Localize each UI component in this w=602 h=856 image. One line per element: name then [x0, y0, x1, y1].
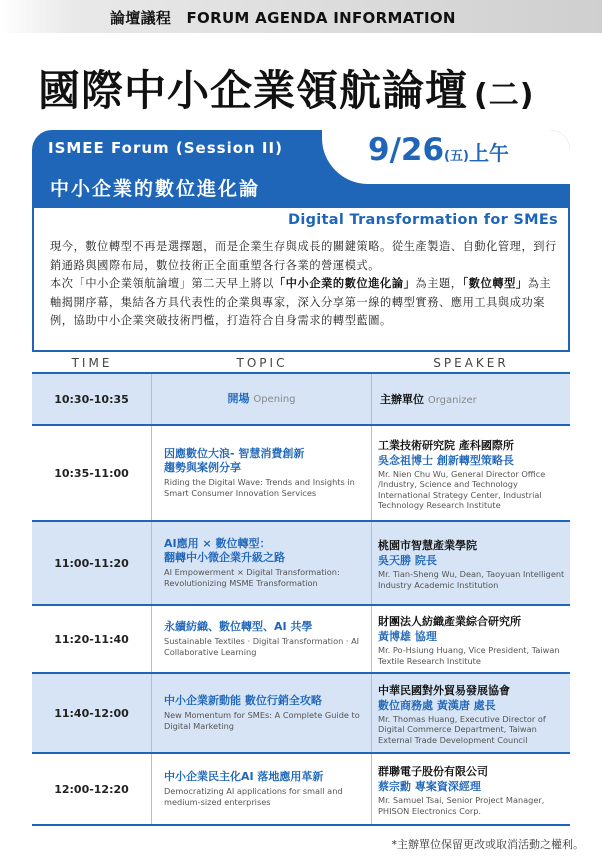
row-topic [152, 754, 372, 824]
intro-p2-a: 本次「中小企業領航論壇」第二天早上將以 [50, 277, 274, 290]
row-speaker [372, 674, 570, 752]
intro-paragraph-2 [50, 275, 562, 331]
row-topic [152, 374, 372, 424]
topic-en: Opening [253, 393, 296, 405]
page-title-main: 國際中小企業領航論壇 [38, 66, 469, 115]
speaker-org: 中華民國對外貿易發展協會 [378, 683, 510, 697]
table-row [32, 674, 570, 754]
page-title [38, 58, 534, 118]
session-title-zh: 中小企業的數位進化論 [50, 178, 261, 200]
agenda-table [32, 352, 570, 826]
row-time: 12:00-12:20 [32, 754, 152, 824]
row-time: 11:40-12:00 [32, 674, 152, 752]
row-speaker [372, 522, 570, 604]
table-row [32, 374, 570, 426]
table-row [32, 606, 570, 674]
topic-zh-line2: 翻轉中小微企業升級之路 [164, 551, 285, 564]
row-time: 10:35-11:00 [32, 426, 152, 520]
row-topic [152, 426, 372, 520]
table-row [32, 522, 570, 606]
topic-en: Riding the Digital Wave: Trends and Insights in Smart Consumer Innovation Services [164, 477, 355, 498]
row-speaker [372, 374, 570, 424]
intro-highlight-theme: 「中小企業的數位進化論」 [273, 277, 416, 290]
intro-box [32, 208, 570, 352]
intro-paragraph-1: 現今，數位轉型不再是選擇題，而是企業生存與成長的關鍵策略。從生產製造、自動化管理，到行銷通路與國際布局，數位技術正全面重塑各行各業的營運模式。 [50, 240, 557, 272]
topic-en: Democratizing AI applications for small and medium-sized enterprises [164, 786, 343, 807]
speaker-org: 桃園市智慧產業學院 [378, 539, 477, 552]
footnote: *主辦單位保留更改或取消活動之權利。 [391, 838, 584, 851]
topic-zh-line1: 中小企業新動能 數位行銷全攻略 [164, 694, 322, 707]
topic-zh-line2: 趨勢與案例分享 [164, 461, 241, 474]
speaker-name: 吳念祖博士 創新轉型策略長 [378, 453, 514, 467]
page-title-suffix: (二) [474, 78, 535, 113]
table-row [32, 426, 570, 522]
intro-text [50, 238, 562, 331]
speaker-name: 黃博雄 協理 [378, 630, 437, 643]
topbar-label: 論壇議程 FORUM AGENDA INFORMATION [110, 9, 456, 27]
speaker-name: 蔡宗勳 專案資深經理 [378, 780, 481, 793]
row-speaker [372, 606, 570, 672]
speaker-org: 群聯電子股份有限公司 [378, 765, 488, 778]
topic-en: AI Empowerment × Digital Transformation: Revolutionizing MSME Transformation [164, 567, 340, 588]
speaker-org: 工業技術研究院 產科國際所 [378, 438, 514, 452]
header-time: TIME [71, 356, 113, 370]
row-time: 11:20-11:40 [32, 606, 152, 672]
row-topic [152, 606, 372, 672]
speaker-name: 數位商務處 黃漢唐 處長 [378, 698, 496, 712]
topic-zh-line1: AI應用 × 數位轉型： [164, 537, 271, 550]
row-topic [152, 522, 372, 604]
speaker-en: Mr. Thomas Huang, Executive Director of Digital Commerce Department, Taiwan External Trade Development Council [378, 713, 546, 745]
header-speaker: SPEAKER [433, 356, 509, 370]
topbar [0, 0, 602, 33]
intro-p2-b: 為主題， [415, 277, 463, 290]
speaker-org: 主辦單位 Organizer [380, 393, 477, 406]
speaker-en: Mr. Nien Chu Wu, General Director Office /Industry, Science and Technology International Strategy Center, Industrial Technology Research Institute [378, 468, 546, 510]
topic-zh-line1: 因應數位大浪- 智慧消費創新 [164, 447, 305, 460]
table-row [32, 754, 570, 826]
speaker-en: Mr. Samuel Tsai, Senior Project Manager, PHISON Electronics Corp. [378, 795, 545, 816]
speaker-org-en: Organizer [427, 395, 477, 406]
intro-highlight-axis: 「數位轉型」 [462, 277, 528, 290]
topic-zh-line1: 永續紡織、數位轉型、AI 共學 [164, 620, 313, 633]
row-time: 11:00-11:20 [32, 522, 152, 604]
agenda-header-row [32, 352, 570, 374]
session-date [368, 132, 509, 168]
session-title-en: Digital Transformation for SMEs [287, 212, 558, 228]
speaker-en: Mr. Po-Hsiung Huang, Vice President, Taiwan Textile Research Institute [378, 645, 560, 666]
intro-p2-c: 為主軸揭開序幕，集結各方具代表性的企業與專家，深入分享第一線的轉型實務、應用工具與成功案例，協助中小企業突破技術門檻，打造符合自身需求的轉型藍圖。 [50, 277, 552, 327]
topic-zh-line1: 中小企業民主化AI 落地應用革新 [164, 770, 324, 783]
speaker-org: 財團法人紡織產業綜合研究所 [378, 615, 521, 628]
speaker-en: Mr. Tian-Sheng Wu, Dean, Taoyuan Intelligent Industry Academic Institution [378, 569, 565, 590]
session-label: ISMEE Forum (Session II) [48, 139, 283, 157]
topic-en: New Momentum for SMEs: A Complete Guide to Digital Marketing [164, 710, 360, 731]
topic-zh: 開場 Opening [227, 391, 296, 405]
row-topic [152, 674, 372, 752]
row-speaker [372, 426, 570, 520]
row-time: 10:30-10:35 [32, 374, 152, 424]
header-topic: TOPIC [236, 356, 288, 370]
date-weekday: (五) [444, 149, 469, 164]
speaker-name: 吳天勝 院長 [378, 554, 437, 567]
topic-en: Sustainable Textiles · Digital Transformation · AI Collaborative Learning [164, 636, 360, 657]
row-speaker [372, 754, 570, 824]
date-value: 9/26 [368, 132, 445, 168]
date-period: 上午 [468, 141, 509, 165]
